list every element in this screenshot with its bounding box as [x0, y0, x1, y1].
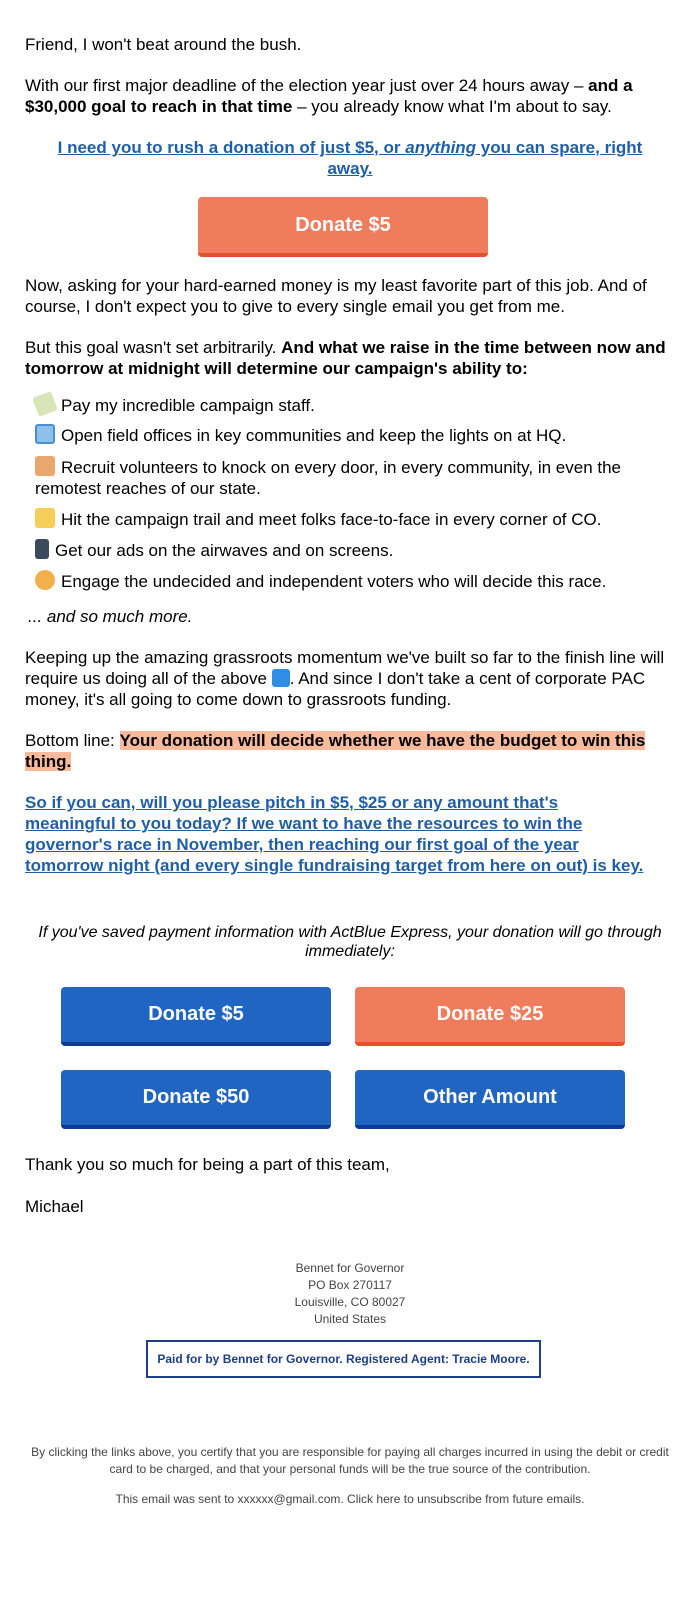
deadline-goal: and a $30,000 goal to reach in that time — [25, 76, 633, 116]
mobile-phone-icon — [35, 539, 49, 559]
paid-for-box: Paid for by Bennet for Governor. Registered Agent: Tracie Moore. — [146, 1340, 541, 1378]
ask-link-emphasis[interactable]: anything — [405, 138, 477, 157]
ask-link-text-end[interactable]: you can spare, right away. — [327, 138, 643, 178]
goal-paragraph — [25, 337, 670, 379]
list-item-text: Engage the undecided and independent voters who will decide this race. — [61, 572, 607, 591]
footer-address — [0, 1260, 700, 1328]
footer-org: Bennet for Governor — [295, 1261, 405, 1275]
greeting: Friend, I won't beat around the bush. — [25, 35, 302, 54]
money-icon — [32, 391, 58, 417]
express-note: If you've saved payment information with ActBlue Express, your donation will go through immediately: — [38, 924, 662, 960]
bottom-line-highlight: Your donation will decide whether we have the budget to win this thing. — [25, 731, 646, 771]
donate-5-top-button[interactable]: Donate $5 — [198, 197, 488, 257]
list-item — [35, 508, 665, 530]
list-item — [35, 394, 665, 416]
list-item-text: Pay my incredible campaign staff. — [61, 396, 315, 415]
list-item-text: Recruit volunteers to knock on every door, in every community, in even the remotest reaches of our state. — [35, 458, 622, 498]
envelope-icon — [35, 508, 55, 528]
pitch-link[interactable]: So if you can, will you please pitch in $5, $25 or any amount that's meaningful to you today? If we want to have the resources to win the governor's race in November, then reaching our first goal of the year tomorrow night (and every single fundraising target from here on out) is key. — [25, 793, 644, 875]
deadline-text-end: – you already know what I'm about to say. — [292, 97, 612, 116]
list-item — [35, 539, 665, 561]
ask-link-text[interactable]: I need you to rush a donation of just $5, or — [57, 138, 406, 157]
houses-icon — [35, 456, 55, 476]
list-item — [35, 424, 665, 446]
deadline-paragraph — [25, 75, 670, 117]
list-item — [35, 570, 665, 592]
thanks-text: Thank you so much for being a part of this team, — [25, 1155, 390, 1174]
momentum-text: Keeping up the amazing grassroots momentum we've built so far to the finish line will require us doing all of the above — [25, 648, 665, 688]
other-amount-button[interactable]: Other Amount — [355, 1070, 625, 1129]
donate-ask-link[interactable] — [35, 137, 665, 179]
momentum-text-end: . And since I don't take a cent of corporate PAC money, it's all going to come down to grassroots funding. — [25, 669, 646, 709]
office-building-icon — [35, 424, 55, 444]
list-item-text: Get our ads on the airwaves and on screens. — [55, 541, 394, 560]
signature: Michael — [25, 1197, 84, 1216]
footer-city: Louisville, CO 80027 — [294, 1295, 406, 1309]
footer-disclaimer: By clicking the links above, you certify that you are responsible for paying all charges incurred in using the debit or credit card to be charged, and that your personal funds will be the true source of the contribution. — [31, 1445, 669, 1476]
list-item — [35, 456, 665, 499]
bottom-line-paragraph — [25, 730, 670, 772]
donate-5-button[interactable]: Donate $5 — [61, 987, 331, 1046]
footer-country: United States — [313, 1312, 387, 1326]
up-arrow-icon — [272, 669, 290, 687]
goal-text-bold: And what we raise in the time between now and tomorrow at midnight will determine our campaign's ability to: — [25, 338, 666, 378]
bottom-line-label: Bottom line: — [25, 731, 120, 750]
donate-25-button[interactable]: Donate $25 — [355, 987, 625, 1046]
list-item-text: Open field offices in key communities and keep the lights on at HQ. — [61, 426, 567, 445]
footer-unsubscribe[interactable]: This email was sent to xxxxxx@gmail.com. Click here to unsubscribe from future emails. — [115, 1492, 585, 1506]
and-more-text: ... and so much more. — [28, 607, 193, 626]
goal-text: But this goal wasn't set arbitrarily. — [25, 338, 282, 357]
momentum-paragraph — [25, 647, 670, 710]
handshake-icon — [35, 570, 55, 590]
money-paragraph: Now, asking for your hard-earned money is my least favorite part of this job. And of course, I don't expect you to give to every single email you get from me. — [25, 276, 647, 316]
deadline-text: With our first major deadline of the election year just over 24 hours away – — [25, 76, 589, 95]
list-item-text: Hit the campaign trail and meet folks face-to-face in every corner of CO. — [61, 510, 602, 529]
donate-50-button[interactable]: Donate $50 — [61, 1070, 331, 1129]
footer-po-box: PO Box 270117 — [308, 1278, 392, 1292]
